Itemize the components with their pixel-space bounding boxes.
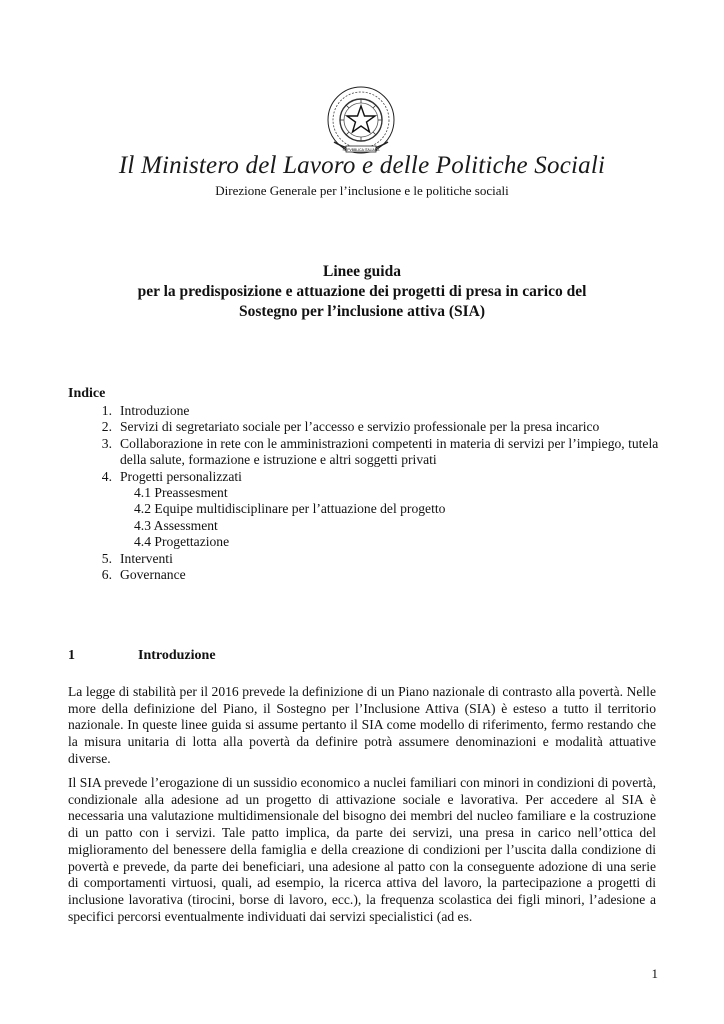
direction-name: Direzione Generale per l’inclusione e le politiche sociali — [215, 183, 509, 198]
toc-item-number: 5. — [101, 550, 112, 566]
body-paragraph: La legge di stabilità per il 2016 prevede la definizione di un Piano nazionale di contrasto alla povertà. Nelle more della definizione del Piano, il Sostegno per l’Inclusione Attiva (SIA) è esteso a tutto il territorio nazionale. In queste linee guida si assume pertanto il SIA come modello di riferimento, fermo restando che la misura unitaria di lotta alla povertà da definire potrà assumere denominazioni e modalità attuative diverse. — [68, 684, 656, 766]
toc-item[interactable] — [68, 403, 668, 419]
italian-republic-emblem-icon — [324, 84, 398, 160]
toc-subitem[interactable]: 4.1 Preassesment — [134, 485, 228, 501]
toc-item[interactable] — [68, 419, 668, 435]
toc-subitem[interactable]: 4.4 Progettazione — [134, 534, 230, 550]
section-number: 1 — [68, 648, 75, 663]
ministry-name: Il Ministero del Lavoro e delle Politiche Sociali — [118, 152, 606, 179]
toc-item[interactable] — [68, 551, 668, 567]
toc-item-label: Collaborazione in rete con le amministrazioni competenti in materia di servizi per l’impiego, tutela della salute, formazione e istruzione e altri soggetti privati — [120, 435, 659, 468]
toc-item-label: Governance — [120, 567, 186, 583]
toc-item-number: 1. — [101, 403, 112, 418]
toc-item-number: 4. — [101, 468, 112, 484]
toc-item-label: Interventi — [120, 550, 173, 566]
toc-item[interactable] — [68, 567, 668, 583]
toc-item-label: Introduzione — [120, 403, 190, 418]
toc-subitem[interactable]: 4.2 Equipe multidisciplinare per l’attuazione del progetto — [134, 501, 446, 517]
toc-subitem[interactable]: 4.3 Assessment — [134, 517, 218, 533]
toc-item[interactable] — [68, 436, 668, 469]
title-line-2: per la predisposizione e attuazione dei progetti di presa in carico del — [137, 283, 587, 300]
toc-item-label: Servizi di segretariato sociale per l’accesso e servizio professionale per la presa incarico — [120, 419, 600, 435]
toc-item-label: Progetti personalizzati — [120, 468, 242, 484]
section-heading — [68, 648, 216, 664]
toc-item-number: 2. — [101, 419, 112, 435]
toc-item[interactable] — [68, 469, 668, 485]
toc-item-number: 3. — [101, 435, 112, 451]
table-of-contents — [68, 403, 668, 583]
body-paragraph: Il SIA prevede l’erogazione di un sussidio economico a nuclei familiari con minori in condizioni di povertà, condizionale alla adesione ad un progetto di attivazione sociale e lavorativa. Per accedere al SIA è necessaria una valutazione multidimensionale del bisogno dei membri del nucleo familiare e la costruzione di un patto con i servizi. Tale patto implica, da parte dei servizi, una presa in carico nell’ottica del miglioramento del benessere della famiglia e della creazione di condizioni per l’uscita dalla condizione di povertà e prevede, da parte dei beneficiari, una adesione al patto con la conseguente adozione di una serie di comportamenti virtuosi, quali, ad esempio, la ricerca attiva del lavoro, la partecipazione a progetti di inclusione lavorativa (tirocini, borse di lavoro, ecc.), la frequenza scolastica dei figli minori, l’adesione a specifici percorsi eventualmente individuati dai servizi specialistici (ad es. — [68, 775, 656, 924]
toc-heading: Indice — [68, 386, 106, 401]
title-line-1: Linee guida — [323, 263, 401, 280]
section-title: Introduzione — [138, 648, 216, 663]
page-number: 1 — [651, 966, 658, 981]
title-line-3: Sostegno per l’inclusione attiva (SIA) — [238, 303, 485, 320]
toc-item-number: 6. — [101, 567, 112, 583]
document-title — [60, 262, 664, 322]
svg-text:REPVBBLICA ITALIANA: REPVBBLICA ITALIANA — [342, 147, 380, 152]
